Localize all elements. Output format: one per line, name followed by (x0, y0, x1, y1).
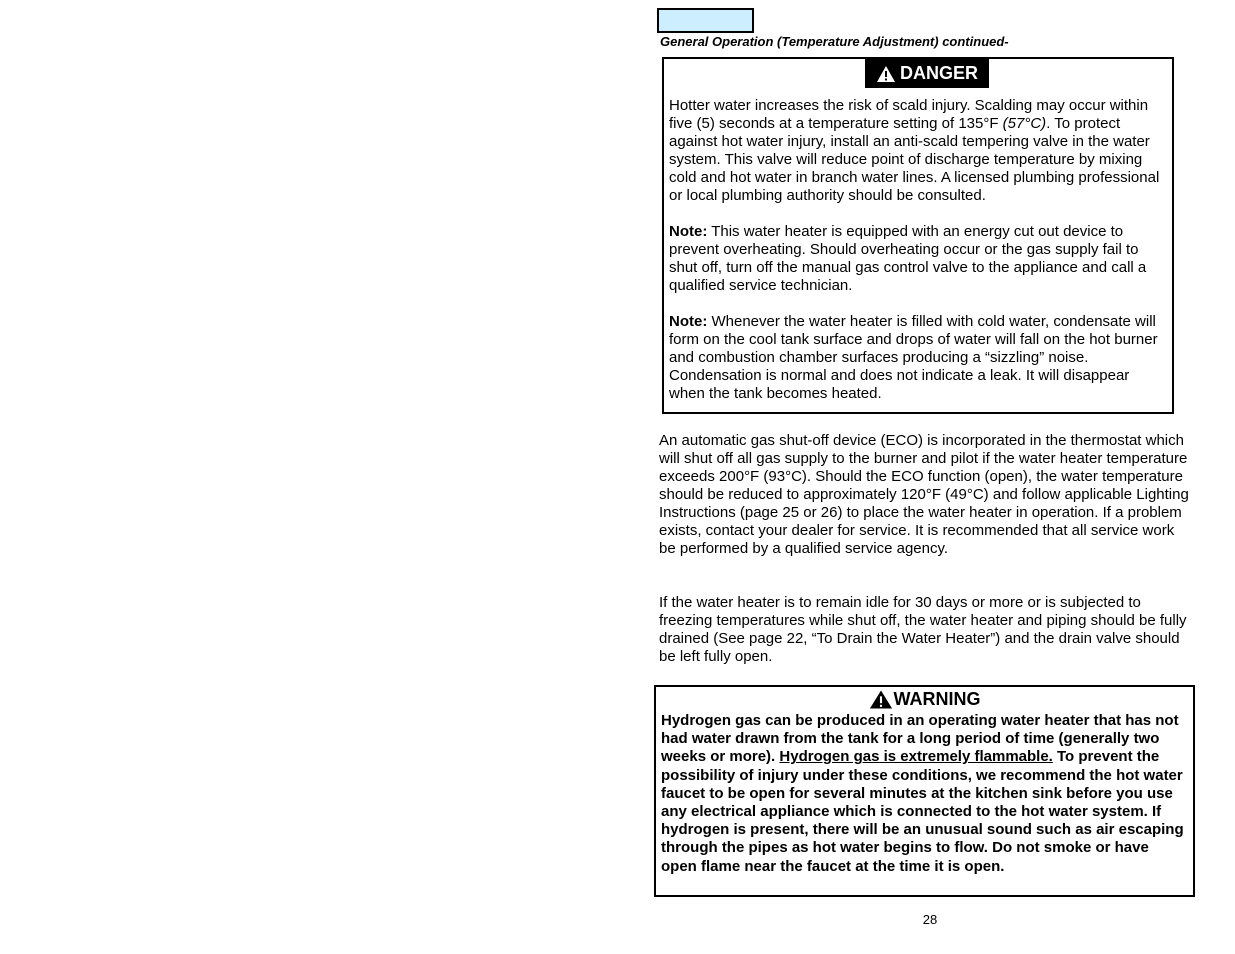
note-label: Note: (669, 223, 708, 240)
warning-triangle-icon (869, 690, 893, 709)
warning-body: Hydrogen gas can be produced in an operating water heater that has not had water drawn from the tank for a long period of time (generally two weeks or more). Hydrogen gas is extremely flammable. To prevent the possibility of injury under these conditions, we recommend the hot water faucet to be open for several minutes at the kitchen sink before you use any electrical appliance which is connected to the hot water system. If hydrogen is present, there will be an unusual sound such as air escaping through the pipes as hot water begins to flow. Do not smoke or have open flame near the faucet at the time it is open. (661, 712, 1184, 875)
warning-heading (656, 689, 1193, 710)
page-number: 28 (922, 912, 938, 927)
section-tab-marker (657, 8, 754, 33)
danger-paragraph-scald: Hotter water increases the risk of scald injury. Scalding may occur within five (5) seconds at a temperature setting of 135°F (57°C). To protect against hot water injury, install an anti-scald tempering valve in the water system. This valve will reduce point of discharge temperature by mixing cold and hot water in branch water lines. A licensed plumbing professional or local plumbing authority should be consulted. (669, 97, 1160, 204)
note-label: Note: (669, 313, 708, 330)
danger-note-condensation: Note: Whenever the water heater is filled with cold water, condensate will form on the cool tank surface and drops of water will fall on the hot burner and combustion chamber surfaces producing a “sizzling” noise. Condensation is normal and does not indicate a leak. It will disappear when the tank becomes heated. (669, 313, 1158, 402)
danger-body (669, 97, 1169, 403)
warning-triangle-icon (876, 65, 896, 83)
danger-callout (662, 57, 1174, 414)
warning-callout (654, 685, 1195, 897)
paragraph-idle-drain: If the water heater is to remain idle for 30 days or more or is subjected to freezing temperatures while shut off, the water heater and piping should be fully drained (See page 22, “To Drain the Water Heater”) and the drain valve should be left fully open. (659, 594, 1187, 665)
danger-note-energy-cutout: Note: This water heater is equipped with an energy cut out device to prevent overheating. Should overheating occur or the gas supply fail to shut off, turn off the manual gas control valve to the appliance and call a qualified service technician. (669, 223, 1147, 294)
danger-title: DANGER (899, 63, 978, 83)
section-heading: General Operation (Temperature Adjustment) continued- (660, 34, 1009, 49)
flammable-emphasis: Hydrogen gas is extremely flammable. (779, 748, 1053, 766)
warning-title: WARNING (893, 689, 981, 709)
paragraph-eco: An automatic gas shut-off device (ECO) is incorporated in the thermostat which will shut off all gas supply to the burner and pilot if the water heater temperature exceeds 200°F (93°C). Should the ECO function (open), the water temperature should be reduced to approximately 120°F (49°C) and follow applicable Lighting Instructions (page 25 or 26) to place the water heater in operation. If a problem exists, contact your dealer for service. It is recommended that all service work be performed by a qualified service agency. (659, 432, 1189, 557)
danger-badge (865, 59, 989, 88)
